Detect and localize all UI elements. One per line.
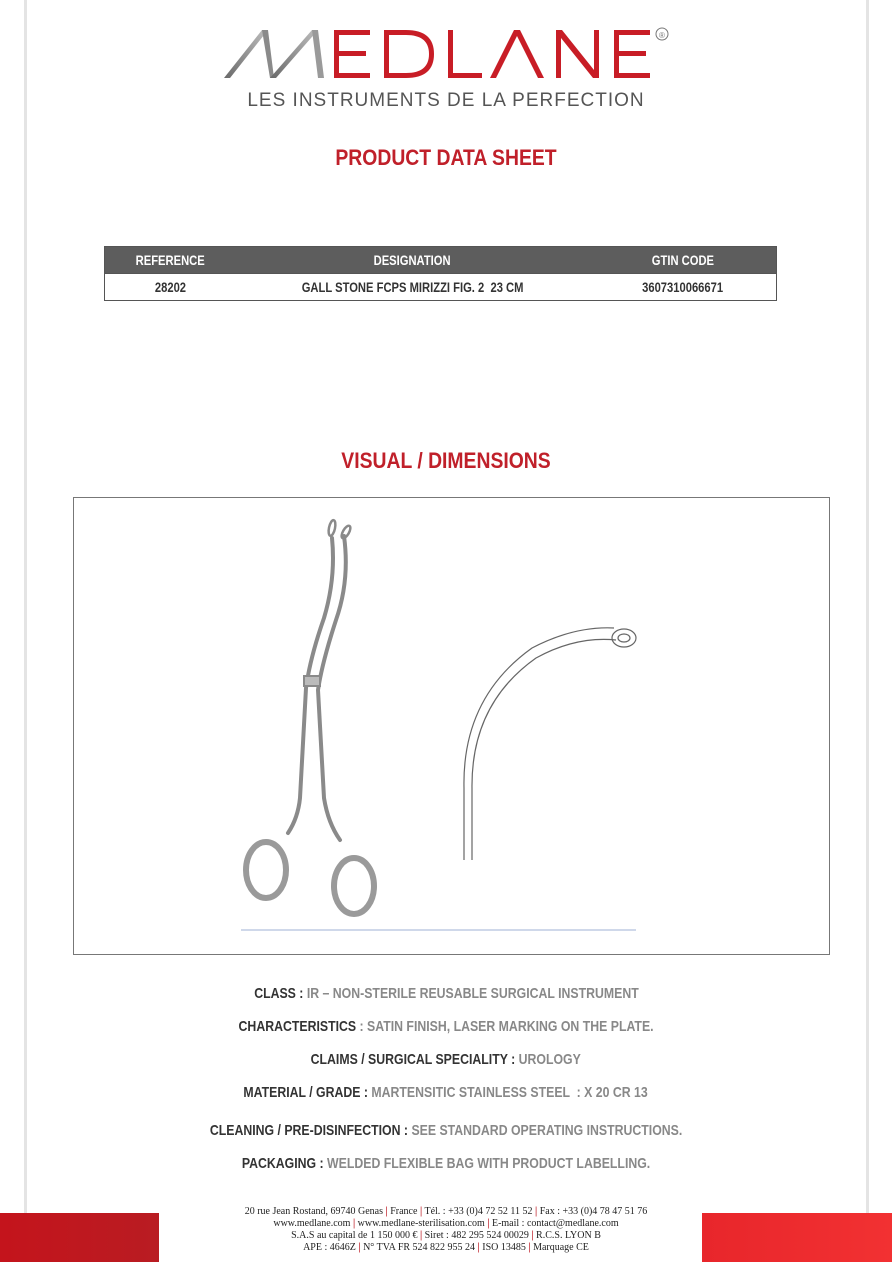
forceps-illustration xyxy=(74,498,831,956)
cell-designation: GALL STONE FCPS MIRIZZI FIG. 2 23 CM xyxy=(235,274,590,301)
website-link[interactable]: www.medlane.com xyxy=(273,1218,351,1229)
brand-tagline: LES INSTRUMENTS DE LA PERFECTION xyxy=(247,90,645,111)
header-reference: REFERENCE xyxy=(105,247,236,274)
registered-mark: ® xyxy=(659,31,665,40)
header-designation: DESIGNATION xyxy=(235,247,590,274)
visual-frame xyxy=(73,497,830,955)
header-gtin-code: GTIN CODE xyxy=(590,247,777,274)
sterilisation-website-link[interactable]: www.medlane-sterilisation.com xyxy=(357,1218,485,1229)
spec-class: CLASS : IR – NON-STERILE REUSABLE SURGICAL INSTRUMENT xyxy=(253,985,639,1002)
email-link[interactable]: E-mail : contact@medlane.com xyxy=(491,1218,619,1229)
page-edge-left xyxy=(24,0,27,1262)
footer-web-line: www.medlane.com | www.medlane-sterilisation.com | E-mail : contact@medlane.com xyxy=(273,1218,619,1229)
sheet-title: PRODUCT DATA SHEET xyxy=(335,145,557,170)
footer-address-line: 20 rue Jean Rostand, 69740 Genas | France | Tél. : +33 (0)4 72 52 11 52 | Fax : +33 (0)4 78 47 51 76 xyxy=(244,1206,648,1217)
spec-characteristics: CHARACTERISTICS : SATIN FINISH, LASER MARKING ON THE PLATE. xyxy=(238,1018,654,1035)
page-edge-right xyxy=(866,0,869,1262)
footer-legal-line: S.A.S au capital de 1 150 000 € | Siret : 482 295 524 00029 | R.C.S. LYON B xyxy=(291,1230,601,1241)
table-header-row xyxy=(105,247,777,274)
footer-registration-line: APE : 4646Z | N° TVA FR 524 822 955 24 | ISO 13485 | Marquage CE xyxy=(303,1242,589,1253)
spec-packaging: PACKAGING : WELDED FLEXIBLE BAG WITH PRODUCT LABELLING. xyxy=(241,1155,651,1172)
company-footer xyxy=(0,1206,892,1254)
spec-claims: CLAIMS / SURGICAL SPECIALITY : UROLOGY xyxy=(310,1051,582,1068)
table-row xyxy=(105,274,777,301)
reference-table xyxy=(104,246,777,301)
cell-gtin-code: 3607310066671 xyxy=(590,274,777,301)
spec-material: MATERIAL / GRADE : MARTENSITIC STAINLESS STEEL : X 20 CR 13 xyxy=(243,1084,649,1101)
spec-cleaning: CLEANING / PRE-DISINFECTION : SEE STANDARD OPERATING INSTRUCTIONS. xyxy=(209,1122,683,1139)
cell-reference: 28202 xyxy=(105,274,236,301)
visual-title: VISUAL / DIMENSIONS xyxy=(341,448,551,473)
